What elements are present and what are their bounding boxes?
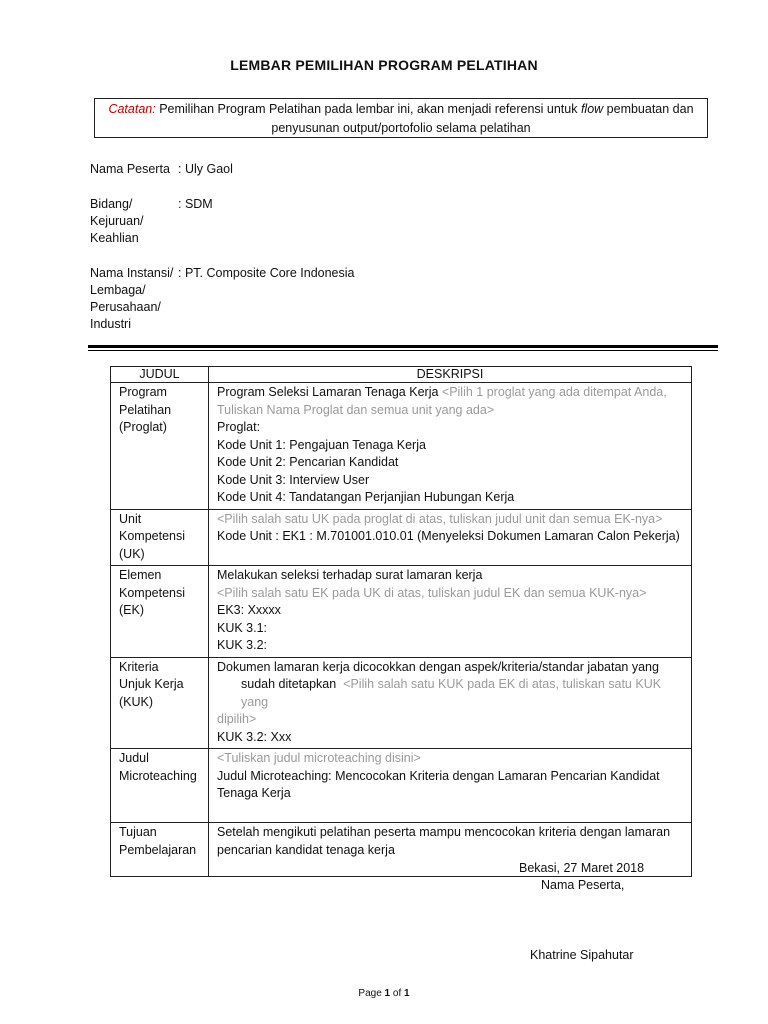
label-line: (Proglat) xyxy=(119,420,167,434)
row-label-microteaching xyxy=(111,749,209,823)
element-ek: EK3: Xxxxx xyxy=(217,603,281,617)
document-title: LEMBAR PEMILIHAN PROGRAM PELATIHAN xyxy=(230,57,538,73)
unit-value: Kode Unit : EK1 : M.701001.010.01 (Menyeleksi Dokumen Lamaran Calon Pekerja) xyxy=(217,529,680,543)
row-desc-program xyxy=(209,383,692,510)
divider-thick xyxy=(88,345,718,348)
label-line: Unjuk Kerja xyxy=(119,677,184,691)
label-line: Pelatihan xyxy=(119,402,172,417)
criteria-hint-2: dipilih> xyxy=(217,712,257,726)
criteria-value: KUK 3.2: Xxx xyxy=(217,729,292,744)
criteria-text-1: Dokumen lamaran kerja dicocokkan dengan aspek/kriteria/standar jabatan yang xyxy=(217,659,659,674)
field-label-3: Keahlian xyxy=(90,231,139,245)
label-line: (EK) xyxy=(119,603,144,617)
row-label-program xyxy=(111,383,209,510)
note-box xyxy=(94,98,708,138)
header-deskripsi: DESKRIPSI xyxy=(209,367,692,383)
row-label-criteria xyxy=(111,657,209,749)
label-line: Program xyxy=(119,385,167,399)
unit-code-1: Kode Unit 1: Pengajuan Tenaga Kerja xyxy=(217,437,426,452)
program-title: Program Seleksi Lamaran Tenaga Kerja xyxy=(217,385,442,399)
element-kuk-2: KUK 3.2: xyxy=(217,638,268,652)
microteaching-hint: <Tuliskan judul microteaching disini> xyxy=(217,751,421,765)
participant-name-value: : Uly Gaol xyxy=(178,162,233,176)
row-label-goal xyxy=(111,823,209,877)
note-text-after: pembuatan dan xyxy=(603,102,694,116)
row-label-element xyxy=(111,566,209,658)
institution-label-3: Perusahaan/ xyxy=(90,300,161,314)
participant-field-value: : SDM xyxy=(178,197,213,211)
institution-label-4: Industri xyxy=(90,317,131,331)
microteaching-value-2: Tenaga Kerja xyxy=(217,786,291,800)
note-text-before: Pemilihan Program Pelatihan pada lembar ini, akan menjadi referensi untuk xyxy=(155,102,581,116)
element-hint: <Pilih salah satu EK pada UK di atas, tuliskan judul EK dan semua KUK-nya> xyxy=(217,585,647,600)
participant-institution-value: : PT. Composite Core Indonesia xyxy=(178,266,355,280)
label-line: Tujuan xyxy=(119,825,157,839)
row-desc-element xyxy=(209,566,692,658)
field-label-1: Bidang/ xyxy=(90,197,133,211)
criteria-hint-1: <Pilih salah satu KUK pada EK di atas, tuliskan satu KUK yang xyxy=(241,677,662,709)
program-hint-1: <Pilih 1 proglat yang ada ditempat Anda, xyxy=(441,385,667,399)
label-line: Kompetensi xyxy=(119,585,186,600)
field-label-2: Kejuruan/ xyxy=(90,214,144,228)
label-line: (UK) xyxy=(119,546,145,561)
table-row xyxy=(111,383,692,510)
page-footer xyxy=(0,988,768,999)
footer-page-num: 1 xyxy=(384,988,391,999)
goal-value-1: Setelah mengikuti pelatihan peserta mampu mencocokan kriteria dengan lamaran xyxy=(217,825,671,839)
signature-role: Nama Peserta, xyxy=(541,878,625,892)
footer-page-total: 1 xyxy=(404,988,410,999)
participant-name-label: Nama Peserta xyxy=(90,162,170,176)
table-row xyxy=(111,657,692,749)
element-title: Melakukan seleksi terhadap surat lamaran kerja xyxy=(217,568,483,582)
label-line: Unit xyxy=(119,511,142,526)
footer-of-word: of xyxy=(390,988,405,999)
criteria-text-2: sudah ditetapkan xyxy=(241,677,337,691)
institution-label-1: Nama Instansi/ xyxy=(90,266,174,280)
table-header-row xyxy=(111,367,692,383)
header-judul: JUDUL xyxy=(111,367,209,383)
signature-place-date: Bekasi, 27 Maret 2018 xyxy=(519,861,645,875)
divider-thin xyxy=(88,350,718,351)
label-line: Judul xyxy=(119,751,149,765)
unit-hint: <Pilih salah satu UK pada proglat di atas, tuliskan judul unit dan semua EK-nya> xyxy=(217,511,663,526)
element-kuk-1: KUK 3.1: xyxy=(217,620,268,635)
note-label: Catatan: xyxy=(108,102,156,116)
signature-name: Khatrine Sipahutar xyxy=(530,948,634,962)
label-line: Pembelajaran xyxy=(119,842,197,857)
footer-page-word: Page xyxy=(358,988,385,999)
label-line: Kriteria xyxy=(119,659,159,674)
table-row xyxy=(111,566,692,658)
note-line-2: penyusunan output/portofolio selama pelatihan xyxy=(271,121,531,135)
unit-code-4: Kode Unit 4: Tandatangan Perjanjian Hubungan Kerja xyxy=(217,490,515,504)
unit-code-3: Kode Unit 3: Interview User xyxy=(217,472,370,487)
label-line: (KUK) xyxy=(119,694,154,709)
proglat-label: Proglat: xyxy=(217,420,261,434)
institution-label-2: Lembaga/ xyxy=(90,283,146,297)
row-desc-unit xyxy=(209,509,692,566)
table-row xyxy=(111,509,692,566)
row-desc-criteria xyxy=(209,657,692,749)
microteaching-value-1: Judul Microteaching: Mencocokan Kriteria dengan Lamaran Pencarian Kandidat xyxy=(217,768,660,783)
row-desc-microteaching xyxy=(209,749,692,823)
label-line: Elemen xyxy=(119,568,162,582)
unit-code-2: Kode Unit 2: Pencarian Kandidat xyxy=(217,455,399,469)
program-hint-2: Tuliskan Nama Proglat dan semua unit yang ada> xyxy=(217,402,495,417)
table-row xyxy=(111,749,692,823)
note-italic-word: flow xyxy=(580,102,604,116)
row-label-unit xyxy=(111,509,209,566)
label-line: Kompetensi xyxy=(119,529,186,543)
goal-value-2: pencarian kandidat tenaga kerja xyxy=(217,842,395,857)
training-table xyxy=(110,366,692,877)
label-line: Microteaching xyxy=(119,768,197,783)
